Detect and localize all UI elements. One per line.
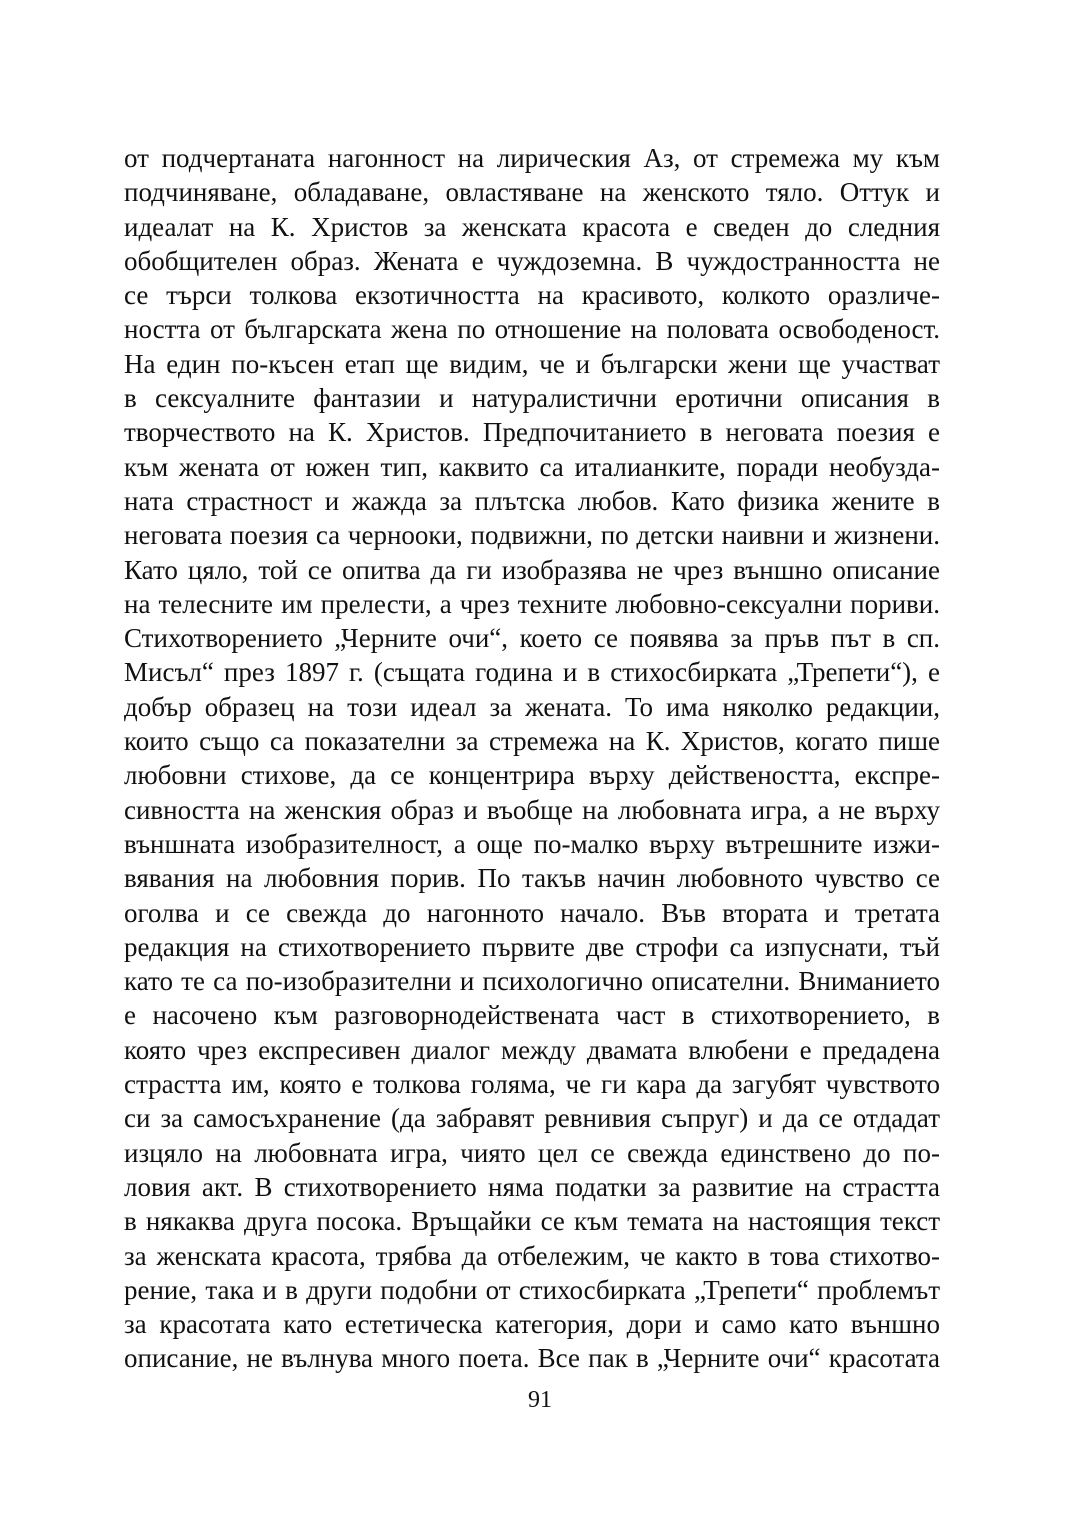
text-line: за красотата като естетическа категория, дори и само като външно: [124, 1309, 940, 1340]
text-line: на телесните им прелести, а чрез техните любовно-сексуални пориви.: [124, 588, 940, 619]
text-line: ната страстност и жажда за плътска любов. Като физика жените в: [124, 485, 940, 516]
text-line: се търси толкова екзотичността на красивото, колкото оразличе-: [124, 280, 940, 311]
text-line: обобщителен образ. Жената е чуждоземна. В чуждостранността не: [124, 245, 940, 276]
text-line: Като цяло, той се опитва да ги изобразява не чрез външно описание: [124, 554, 940, 585]
text-line: творчеството на К. Христов. Предпочитанието в неговата поезия е: [124, 417, 940, 448]
text-line: която чрез експресивен диалог между двамата влюбени е предадена: [124, 1034, 940, 1065]
text-line: редакция на стихотворението първите две строфи са изпуснати, тъй: [124, 931, 940, 962]
text-line: в някаква друга посока. Връщайки се към темата на настоящия текст: [124, 1206, 940, 1237]
text-line: е насочено към разговорнодействената част в стихотворението, в: [124, 1000, 940, 1031]
text-line: ловия акт. В стихотворението няма податки за развитие на страстта: [124, 1171, 940, 1202]
text-line: любовни стихове, да се концентрира върху действеността, експре-: [124, 760, 940, 791]
text-line: външната изобразителност, а още по-малко върху вътрешните изжи-: [124, 828, 940, 859]
text-line: от подчертаната нагонност на лирическия Аз, от стремежа му към: [124, 143, 940, 173]
text-line: описание, не вълнува много поета. Все пак в „Черните очи“ красотата: [124, 1343, 940, 1374]
text-line: вявания на любовния порив. По такъв начин любовното чувство се: [124, 863, 940, 894]
text-line: неговата поезия са черноoки, подвижни, по детски наивни и жизнени.: [124, 520, 940, 551]
page-number: 91: [528, 1387, 552, 1413]
text-line: ността от българската жена по отношение на половата освободеност.: [124, 314, 940, 345]
text-line: сивността на женския образ и въобще на любовната игра, а не върху: [124, 794, 940, 825]
text-line: Стихотворението „Черните очи“, което се появява за пръв път в сп.: [124, 623, 940, 654]
text-line: подчиняване, обладаване, овластяване на женското тяло. Оттук и: [124, 177, 940, 208]
text-line: изцяло на любовната игра, чиято цел се свежда единствено до по-: [124, 1137, 940, 1168]
text-line: като те са по-изобразителни и психологично описателни. Вниманието: [124, 966, 940, 997]
text-line: На един по-късен етап ще видим, че и български жени ще участват: [124, 348, 940, 379]
text-line: си за самосъхранение (да забравят ревнивия съпруг) и да се отдадат: [124, 1103, 940, 1134]
text-line: рение, така и в други подобни от стихосбирката „Трепети“ проблемът: [124, 1274, 940, 1305]
text-line: които също са показателни за стремежа на К. Христов, когато пише: [124, 726, 940, 757]
text-line: в сексуалните фантазии и натуралистични еротични описания в: [124, 383, 940, 414]
text-line: добър образец на този идеал за жената. То има няколко редакции,: [124, 691, 940, 722]
body-text: [124, 141, 940, 1376]
text-line: идеалат на К. Христов за женската красота е сведен до следния: [124, 211, 940, 242]
text-line: за женската красота, трябва да отбележим, че както в това стихотво-: [124, 1240, 940, 1271]
text-line: към жената от южен тип, каквито са италианките, поради необузда-: [124, 451, 940, 482]
text-line: оголва и се свежда до нагонното начало. Във втората и третата: [124, 897, 940, 928]
text-line: Мисъл“ през 1897 г. (същата година и в стихосбирката „Трепети“), е: [124, 657, 940, 688]
text-line: страстта им, която е толкова голяма, че ги кара да загубят чувството: [124, 1069, 940, 1100]
